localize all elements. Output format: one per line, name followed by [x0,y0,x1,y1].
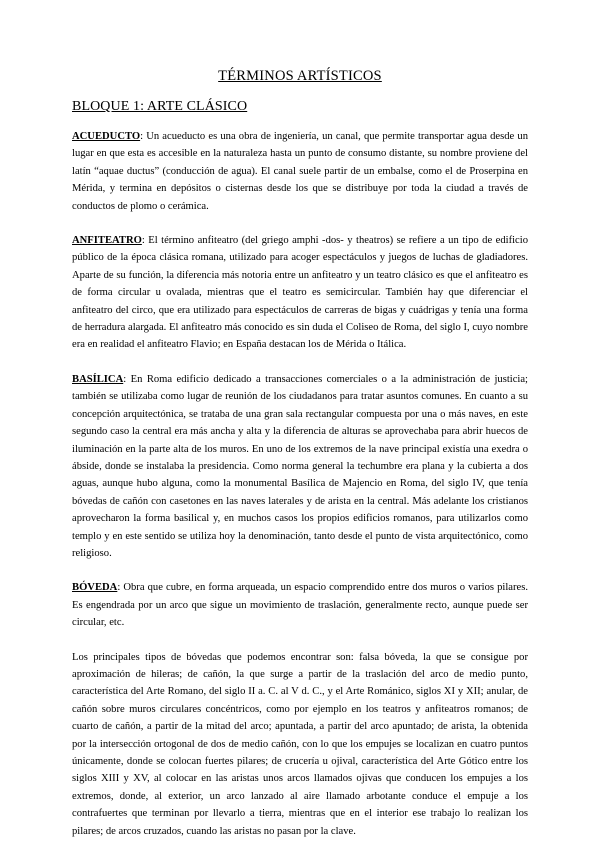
entry-term: BÓVEDA [72,582,118,594]
vault-types-paragraph: Los principales tipos de bóvedas que podemos encontrar son: falsa bóveda, la que se consigue por aproximación de hileras; de cañón, la que surge a partir de la traslación del arco de medio punto, característica del Arte Romano, del siglo II a. C. al V d. C., y el Arte Románico, siglos XI y XII; anular, de cañón sobre muros circulares concéntricos, como por ejemplo en los teatros y anfiteatros romanos; de cuarto de cañón, a partir de la mitad del arco; apuntada, a partir del arco apuntado; de arista, la obtenida por la intersección ortogonal de dos de medio cañón, con lo que los empujes se localizan en cuatro puntos únicamente, donde se colocan fuertes pilares; de crucería u ojival, característica del Arte Gótico entre los siglos XIII y XV, al colocar en las aristas unos arcos llamados ojivas que conducen los empujes a los extremos, donde, al exterior, un arco lanzado al aire llamado arbotante conduce el empuje a los contrafuertes que terminan por llevarlo a tierra, mientras que en el interior ese trabajo lo realizan los pilares; de arcos cruzados, cuando las aristas no pasan por la clave. [72,651,528,837]
entry-term: BASÍLICA [72,373,124,385]
document-page [72,68,528,857]
entry-text: : En Roma edificio dedicado a transacciones comerciales o a la administración de justicia; también se utilizaba como lugar de reunión de los ciudadanos para tratar asuntos comunes. En cuanto a su concepción arquitectónica, se trataba de una gran sala rectangular compuesta por una o más naves, en este segundo caso la central era más ancha y alta y la diferencia de alturas se aprovechaba para abrir huecos de iluminación en la parte alta de los muros. En uno de los extremos de la nave principal existía una exedra o ábside, donde se instalaba la presidencia. Como norma general la techumbre era plana y la cubierta a dos aguas, aunque hubo alguna, como la monumental Basílica de Majencio en Roma, del siglo IV, que tenía bóvedas de cañón con casetones en las naves laterales y de arista en la central. Más adelante los cristianos aprovecharon la forma basilical y, en muchos casos los propios edificios romanos, para utilizarlos como templo y en este sentido se utiliza hoy la denominación, tanto desde el punto de vista arquitectónico, como religioso. [72,373,528,559]
entry-anfiteatro [72,232,528,354]
entry-text: : El término anfiteatro (del griego amphi -dos- y theatros) se refiere a un tipo de edificio público de la época clásica romana, utilizado para acoger espectáculos y juegos de luchas de gladiadores. Aparte de su función, la diferencia más notoria entre un anfiteatro y un teatro clásico es que el anfiteatro es de forma circular u ovalada, mientras que el teatro es semicircular. También hay que diferenciar el anfiteatro del circo, que era utilizado para espectáculos de carreras de bigas y cuádrigas y tenía una forma de herradura alargada. El anfiteatro más conocido es sin duda el Coliseo de Roma, del siglo I, cuyo nombre era en realidad el anfiteatro Flavio; en España destacan los de Mérida o Itálica. [72,235,528,351]
entry-text: : Un acueducto es una obra de ingeniería, un canal, que permite transportar agua desde un lugar en que esta es accesible en la naturaleza hasta un punto de consumo distante, su nombre proviene del latín “aquae ductus” (conducción de agua). El canal suele partir de un embalse, como el de Proserpina en Mérida, y termina en depósitos o cisternas desde los que se distribuye por toda la ciudad a través de conductos de plomo o cerámica. [72,131,528,212]
entry-basilica [72,371,528,562]
block-heading: BLOQUE 1: ARTE CLÁSICO [72,99,248,114]
document-title: TÉRMINOS ARTÍSTICOS [218,68,382,84]
entry-boveda [72,579,528,631]
entry-text: : Obra que cubre, en forma arqueada, un espacio comprendido entre dos muros o varios pilares. Es engendrada por un arco que sigue un movimiento de traslación, generalmente recto, aunque puede ser circular, etc. [72,582,528,629]
entry-term: ACUEDUCTO [72,131,141,142]
entry-acueducto [72,128,528,215]
entry-term: ANFITEATRO [72,235,142,247]
